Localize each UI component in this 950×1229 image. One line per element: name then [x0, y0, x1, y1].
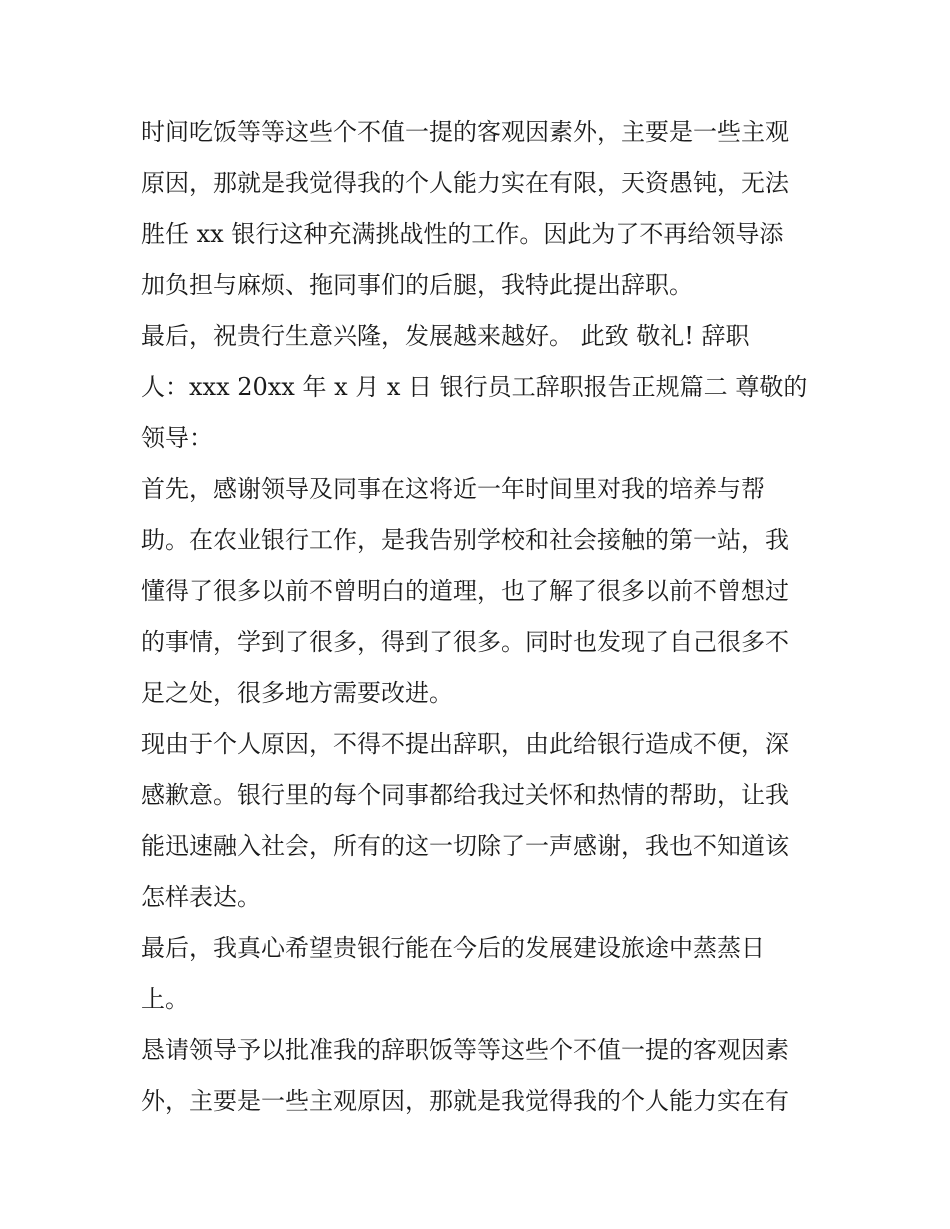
text-line: 首先，感谢领导及同事在这将近一年时间里对我的培养与帮 [141, 475, 765, 503]
text-line: 怎样表达。 [141, 883, 261, 911]
text-line: 最后，我真心希望贵银行能在今后的发展建设旅途中蒸蒸日 [141, 934, 765, 962]
body-text [141, 107, 821, 1127]
text-line: 人：xxx 20xx 年 x 月 x 日 银行员工辞职报告正规篇二 尊敬的 [141, 373, 808, 401]
text-line: 原因，那就是我觉得我的个人能力实在有限，天资愚钝，无法 [141, 169, 789, 197]
text-line: 胜任 xx 银行这种充满挑战性的工作。因此为了不再给领导添 [141, 220, 784, 248]
text-line: 感歉意。银行里的每个同事都给我过关怀和热情的帮助，让我 [141, 781, 789, 809]
text-line: 外，主要是一些主观原因，那就是我觉得我的个人能力实在有 [141, 1087, 789, 1115]
text-line: 上。 [141, 985, 189, 1013]
text-line: 的事情，学到了很多，得到了很多。同时也发现了自己很多不 [141, 628, 789, 656]
text-line: 领导： [141, 424, 213, 452]
text-line: 时间吃饭等等这些个不值一提的客观因素外，主要是一些主观 [141, 118, 789, 146]
text-line: 加负担与麻烦、拖同事们的后腿，我特此提出辞职。 [141, 271, 693, 299]
text-line: 最后，祝贵行生意兴隆，发展越来越好。 此致 敬礼! 辞职 [141, 322, 750, 350]
text-line: 能迅速融入社会，所有的这一切除了一声感谢，我也不知道该 [141, 832, 789, 860]
text-line: 足之处，很多地方需要改进。 [141, 679, 453, 707]
text-line: 现由于个人原因，不得不提出辞职，由此给银行造成不便，深 [141, 730, 789, 758]
text-line: 助。在农业银行工作，是我告别学校和社会接触的第一站，我 [141, 526, 789, 554]
text-line: 懂得了很多以前不曾明白的道理，也了解了很多以前不曾想过 [141, 577, 789, 605]
text-line: 恳请领导予以批准我的辞职饭等等这些个不值一提的客观因素 [141, 1036, 789, 1064]
